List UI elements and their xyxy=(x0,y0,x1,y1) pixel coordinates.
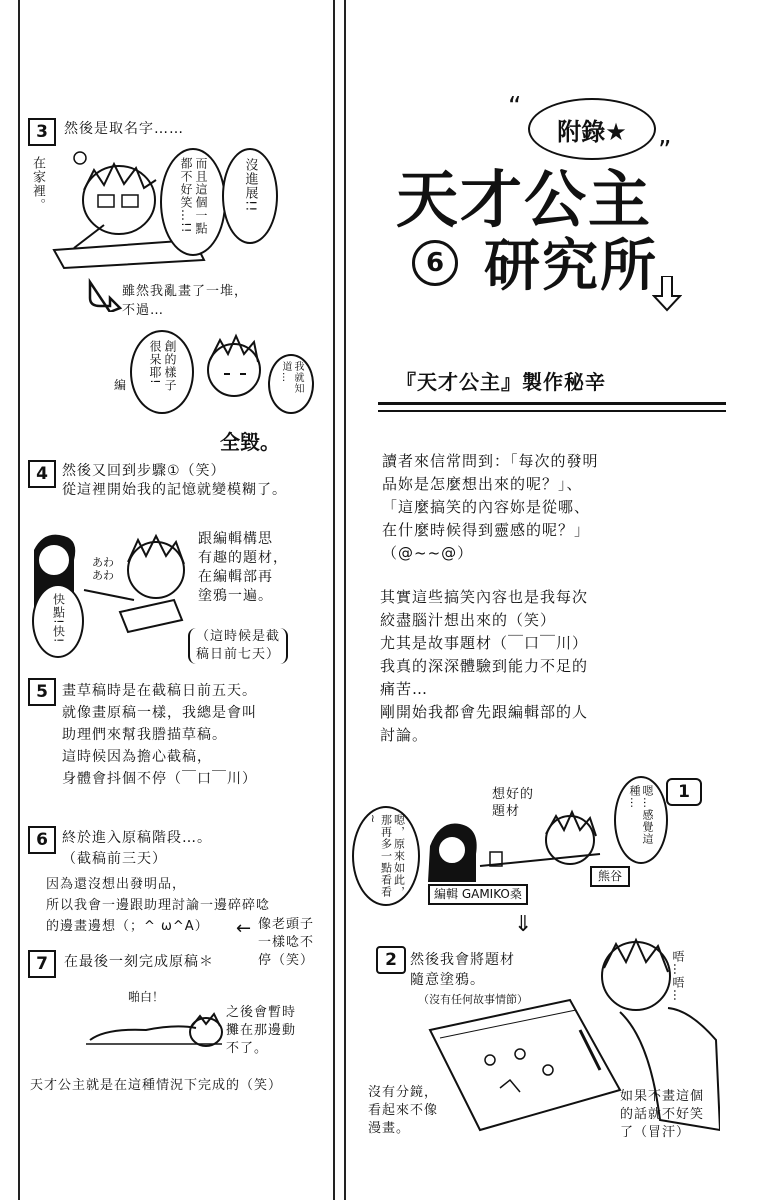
center-divider-line-a xyxy=(333,0,335,1200)
panel-down-arrow-icon: ⇓ xyxy=(514,912,533,937)
step-7-note: 之後會暫時 攤在那邊動 不了。 xyxy=(226,1005,297,1056)
hurry-speech-bubble: 快點!快! xyxy=(32,584,84,658)
editor-tag: 編 xyxy=(114,378,127,392)
panel-2-left-caption: 沒有分鏡， 看起來不像 漫畫。 xyxy=(368,1085,439,1136)
center-divider-line-b xyxy=(344,0,346,1200)
step-6-text-2: 因為還沒想出發明品， 所以我會一邊跟助理討論一邊碎碎唸 的邊畫邊想（；^ ω^A） xyxy=(46,877,271,934)
step-6-number: 6 xyxy=(28,826,56,854)
panel-1-idea-label: 想好的 題材 xyxy=(492,787,535,819)
panel-1-me-label: 熊谷 xyxy=(590,866,630,887)
title-issue-number: 6 xyxy=(412,240,458,286)
panel-2-sub: （沒有任何故事情節） xyxy=(418,993,528,1006)
step-7-text: 在最後一刻完成原稿＊ xyxy=(64,954,214,970)
step-4-desc: 跟編輯構思 有趣的題材， 在編輯部再 塗鴉一遍。 xyxy=(198,531,288,604)
subtitle-underline xyxy=(378,402,726,405)
step-4-note: （這時候是截 稿日前七天） xyxy=(188,628,288,664)
panel-2-sfx: 唔…唔… xyxy=(671,950,685,1002)
me-speech-bubble: 我就知道… xyxy=(268,354,314,414)
step-4-sfx: あわあわ xyxy=(92,556,114,582)
appendix-badge: 附錄★ xyxy=(528,98,656,160)
step-5-text: 畫草稿時是在截稿日前五天。 就像畫原稿一樣，我總是會叫 助理們來幫我謄描草稿。 這時候因為擔心截稿， 身體會抖個不停（￣口￣川） xyxy=(62,683,257,787)
step-7-illustration xyxy=(86,1004,226,1052)
panel-1-bubble-left: 嗯，原來如此，那再多一點看看~ xyxy=(352,806,420,906)
title-line-2: 研究所 xyxy=(484,233,658,299)
title-down-arrow-icon xyxy=(652,276,682,312)
step-7-number: 7 xyxy=(28,950,56,978)
step-3-heading: 然後是取名字…… xyxy=(64,121,184,137)
intro-paragraph-2: 其實這些搞笑內容也是我每次 絞盡腦汁想出來的（笑） 尤其是故事題材（￣口￣川） 我真的深深體驗到能力不足的 痛苦… 剛開始我都會先跟編輯部的人 討論。 xyxy=(380,588,589,744)
editor-speech-bubble: 創的樣子很呆耶! xyxy=(130,330,194,414)
step-4-number: 4 xyxy=(28,460,56,488)
step-3-note: 雖然我亂畫了一堆， 不過… xyxy=(122,284,249,318)
panel-2-text: 然後我會將題材 隨意塗鴉。 xyxy=(410,952,515,988)
turn-arrow-icon xyxy=(84,276,124,312)
appendix-quote-mark-icon-right: ” xyxy=(658,136,672,166)
step-3-side-text: 在家裡。 xyxy=(30,156,45,212)
step-3-character-sketch xyxy=(194,326,274,406)
step-3-bubble-not-funny: 而且這個一點都不好笑…!! xyxy=(160,148,226,256)
step-6-text: 終於進入原稿階段…。 （截稿前三天） xyxy=(62,830,212,867)
step-6-arrow-icon: ← xyxy=(236,918,252,939)
step-7-sfx: 啪白！ xyxy=(128,990,165,1004)
step-3-bubble-no-progress: 沒進展!! xyxy=(222,148,278,244)
section-subtitle: 『天才公主』製作秘辛 xyxy=(396,370,606,394)
panel-2-right-caption: 如果不畫這個 的話就不好笑 了（冒汗） xyxy=(620,1089,705,1140)
left-footer: 天才公主就是在這種情況下完成的（笑） xyxy=(30,1078,283,1093)
step-4-text: 然後又回到步驟①（笑） 從這裡開始我的記憶就變模糊了。 xyxy=(62,463,287,498)
panel-2-number: 2 xyxy=(376,946,406,974)
left-border-line xyxy=(18,0,20,1200)
step-3-result: 全毀。 xyxy=(220,430,280,454)
panel-1-editor-label: 編輯 GAMIKO桑 xyxy=(428,884,528,905)
step-6-side-note: 像老頭子 一樣唸不 停（笑） xyxy=(258,917,315,968)
panel-1-bubble-right: 嗯…感覺這種… xyxy=(614,776,668,864)
appendix-quote-mark-icon: “ xyxy=(508,92,522,122)
step-5-number: 5 xyxy=(28,678,56,706)
panel-1-number: 1 xyxy=(666,778,702,806)
title-line-1: 天才公主 xyxy=(396,163,653,236)
intro-paragraph-1: 讀者來信常問到：「每次的發明 品妳是怎麼想出來的呢？」、 「這麼搞笑的內容妳是從哪、 在什麼時候得到靈感的呢？」 （@~~@） xyxy=(382,452,599,562)
step-3-number: 3 xyxy=(28,118,56,146)
subtitle-underline-2 xyxy=(378,410,726,412)
